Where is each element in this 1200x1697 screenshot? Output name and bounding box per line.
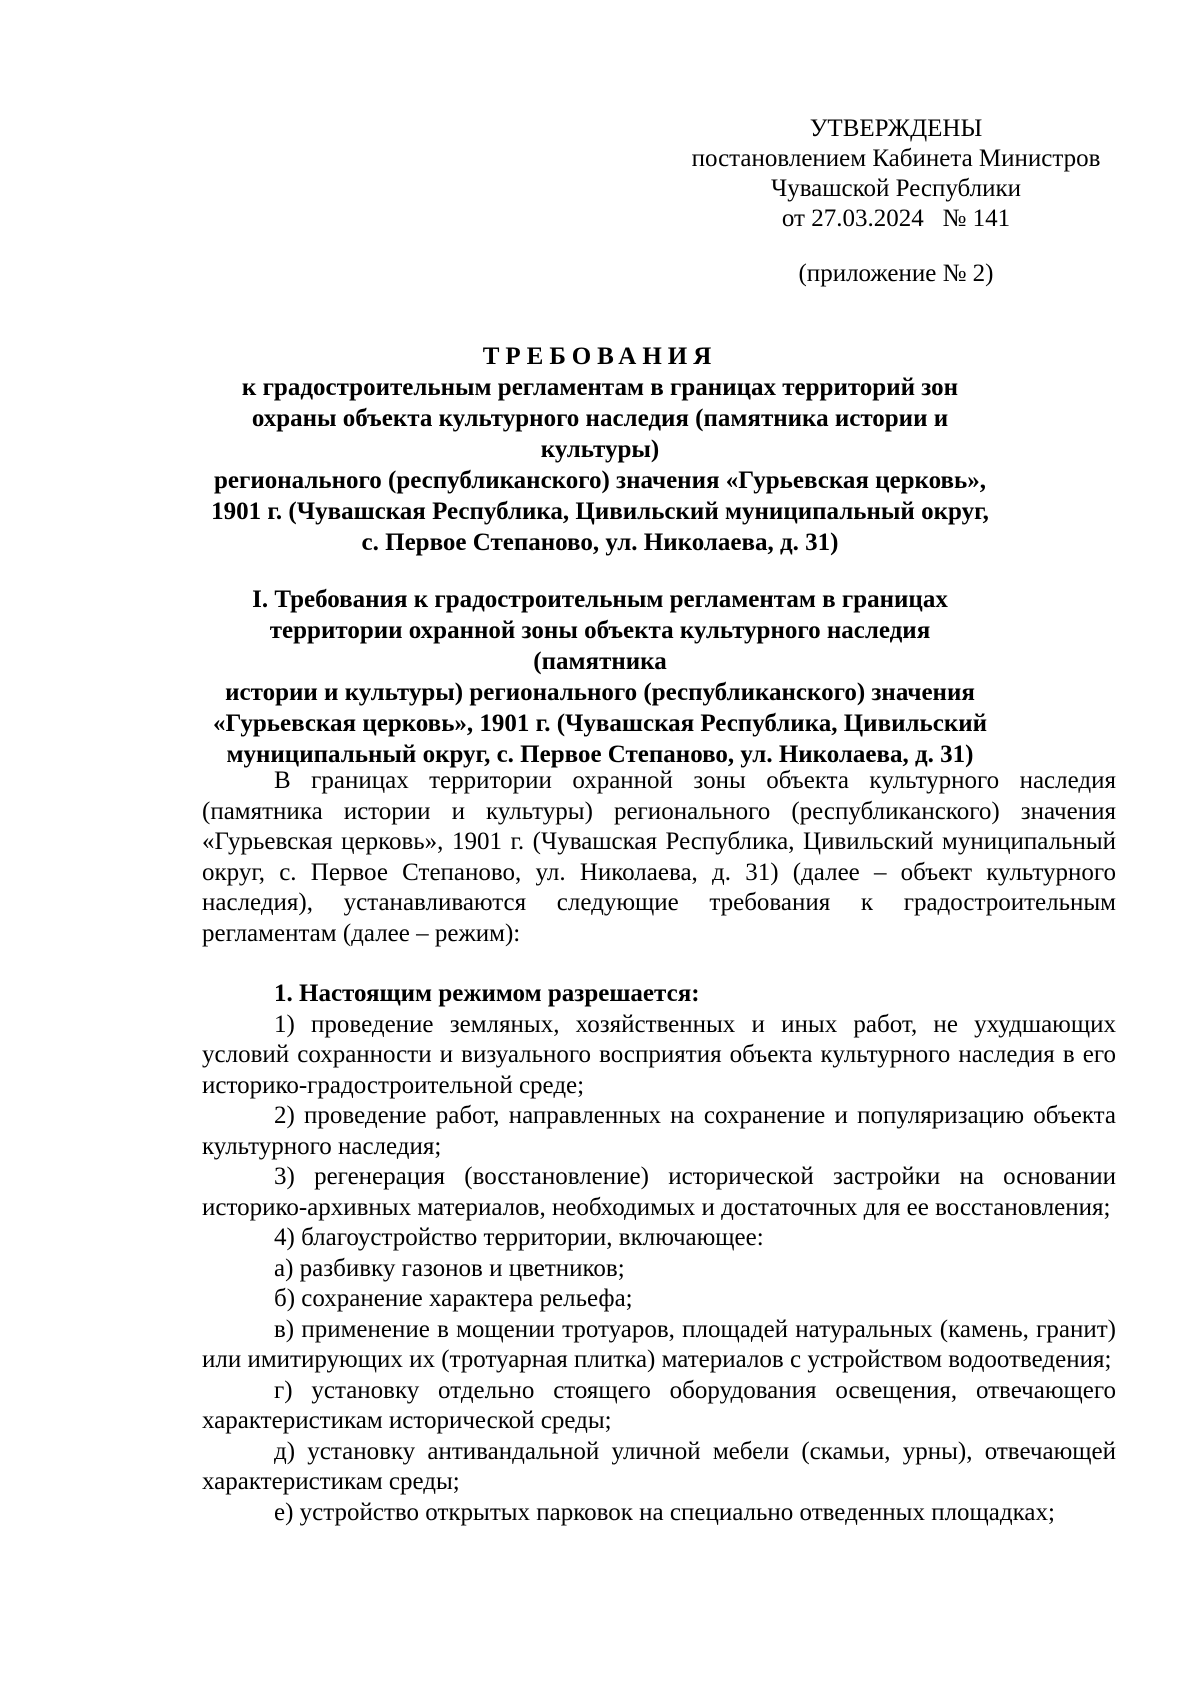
list-item: г) установку отдельно стоящего оборудования освещения, отвечающего характеристикам исторической среды; (202, 1376, 1116, 1434)
section-heading (200, 584, 1000, 770)
title-line: регионального (республиканского) значения «Гурьевская церковь», (214, 467, 986, 494)
list-item: б) сохранение характера рельефа; (274, 1285, 633, 1312)
list-item: в) применение в мощении тротуаров, площадей натуральных (камень, гранит) или имитирующих их (тротуарная плитка) материалов с устройством водоотведения; (202, 1315, 1116, 1373)
document-title (200, 341, 1000, 558)
section-heading-line: территории охранной зоны объекта культурного наследия (памятника (269, 617, 931, 675)
title-line: к градостроительным регламентам в границах территорий зон (241, 374, 959, 401)
section-heading-line: муниципальный округ, с. Первое Степаново, ул. Николаева, д. 31) (226, 741, 974, 768)
approval-line-2: Чувашской Республики (770, 175, 1022, 202)
list-item: 1) проведение земляных, хозяйственных и иных работ, не ухудшающих условий сохранности и визуального восприятия объекта культурного наследия в его историко-градостроительной среде; (202, 1010, 1116, 1099)
section-heading-line: I. Требования к градостроительным регламентам в границах (252, 586, 948, 613)
list-item: а) разбивку газонов и цветников; (274, 1254, 625, 1282)
list-item: 2) проведение работ, направленных на сохранение и популяризацию объекта культурного наследия; (202, 1102, 1116, 1160)
approval-heading: УТВЕРЖДЕНЫ (809, 115, 983, 142)
intro-paragraph: В границах территории охранной зоны объекта культурного наследия (памятника истории и культуры) регионального (республиканского) значения «Гурьевская церковь», 1901 г. (Чувашская Республика, Цивильский муниципальный округ, с. Первое Степаново, ул. Николаева, д. 31) (далее – объект культурного наследия), устанавливаются следующие требования к градостроительным регламентам (далее – режим): (202, 767, 1116, 947)
title-word: ТРЕБОВАНИЯ (482, 343, 718, 370)
list-item: 3) регенерация (восстановление) исторической застройки на основании историко-архивных материалов, необходимых и достаточных для ее восстановления; (202, 1163, 1116, 1221)
approval-line-1: постановлением Кабинета Министров (691, 145, 1101, 172)
title-line: с. Первое Степаново, ул. Николаева, д. 31) (361, 529, 839, 556)
title-line: 1901 г. (Чувашская Республика, Цивильский муниципальный округ, (211, 498, 989, 525)
approval-line-3: от 27.03.2024 № 141 (781, 205, 1011, 232)
body-text (202, 766, 1116, 1528)
section-heading-line: истории и культуры) регионального (республиканского) значения (225, 679, 975, 706)
section-heading-line: «Гурьевская церковь», 1901 г. (Чувашская Республика, Цивильский (212, 710, 988, 737)
list-item: д) установку антивандальной уличной мебели (скамьи, урны), отвечающей характеристикам среды; (202, 1437, 1116, 1495)
annex-label: (приложение № 2) (798, 260, 994, 287)
list-item: е) устройство открытых парковок на специально отведенных площадках; (274, 1498, 1055, 1526)
list-item: 4) благоустройство территории, включающее: (274, 1224, 764, 1251)
title-line: охраны объекта культурного наследия (памятника истории и культуры) (251, 405, 949, 463)
approval-block (676, 114, 1116, 289)
subheading: 1. Настоящим режимом разрешается: (274, 980, 700, 1007)
